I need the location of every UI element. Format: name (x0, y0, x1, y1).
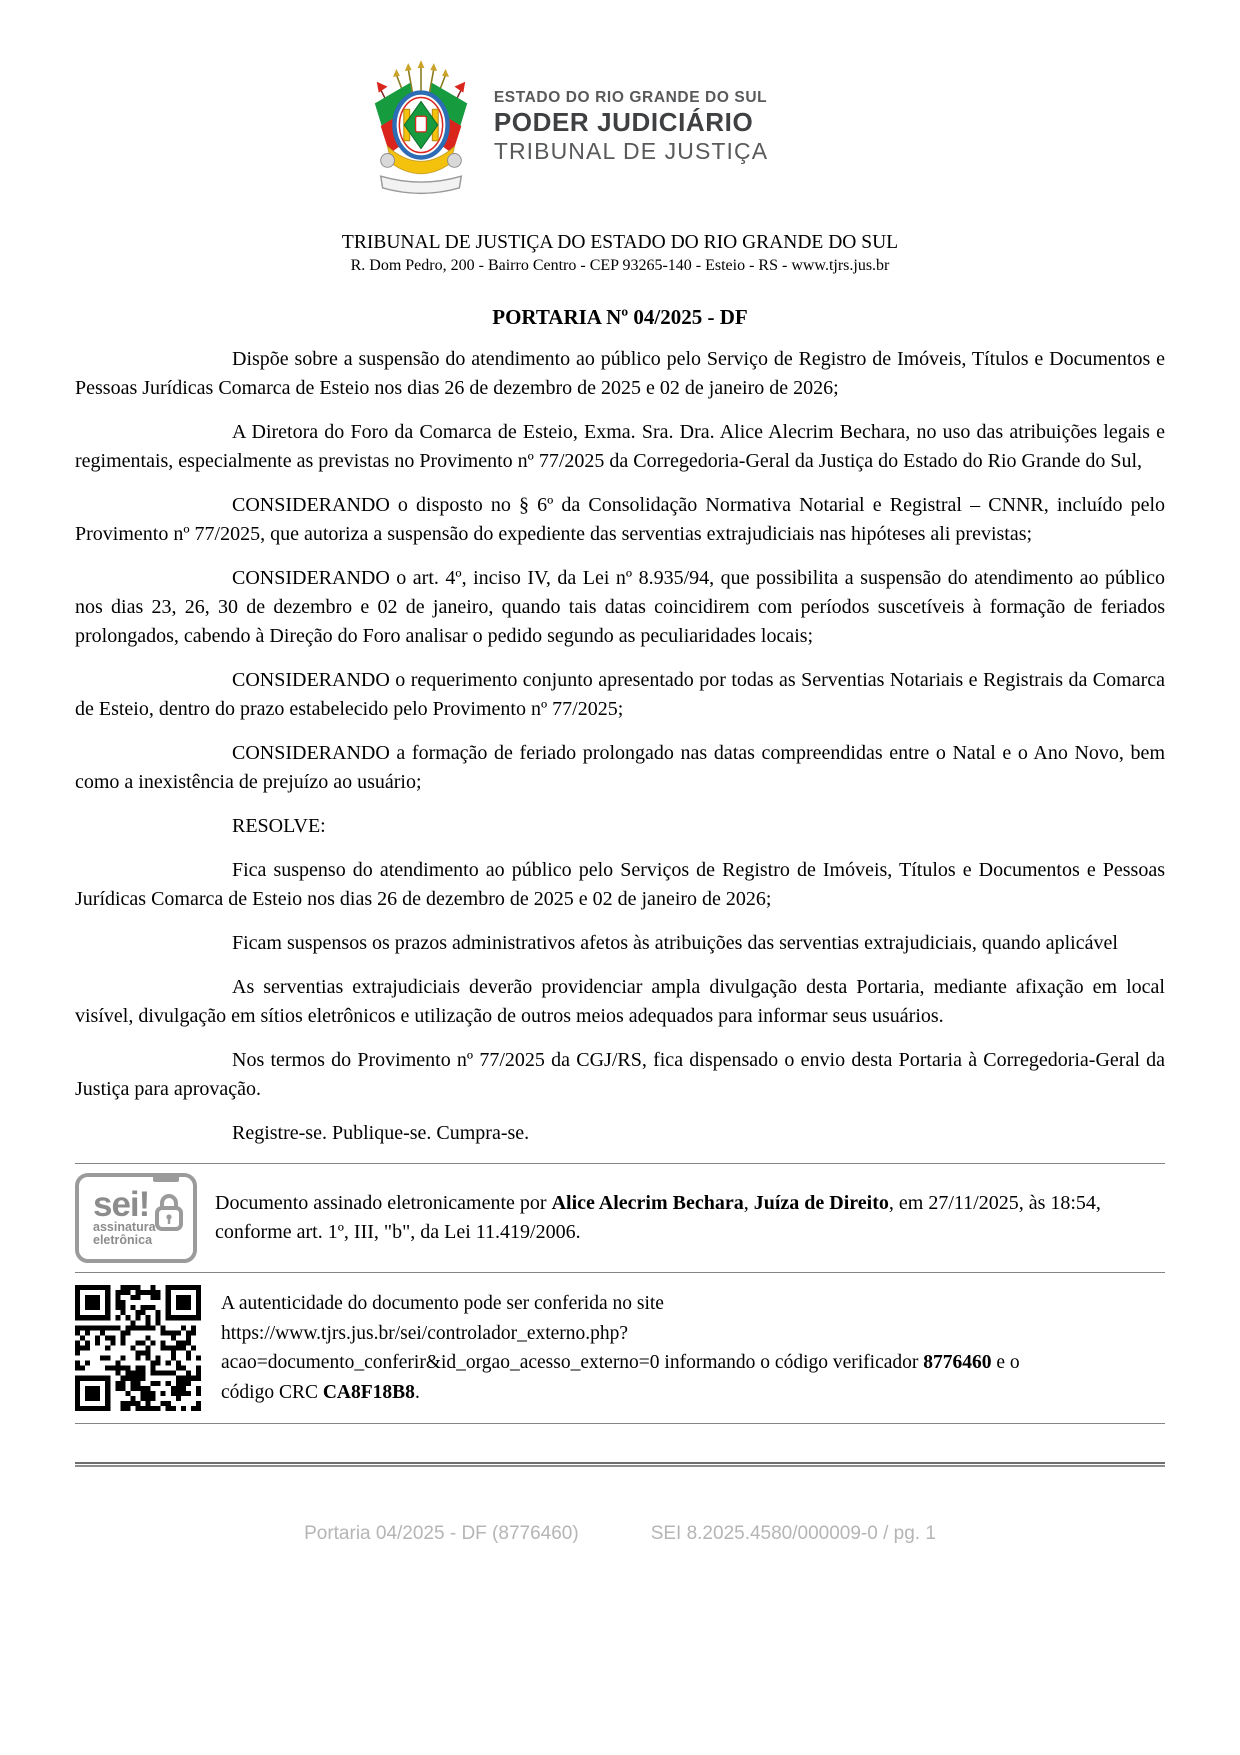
sei-sub-line1: assinatura (93, 1219, 156, 1234)
signer-role: Juíza de Direito (753, 1192, 889, 1214)
sei-sub-line2: eletrônica (93, 1232, 153, 1247)
sei-logo: sei! (93, 1185, 150, 1225)
paragraph-considerando-2: CONSIDERANDO o art. 4º, inciso IV, da Lei nº 8.935/94, que possibilita a suspensão do atendimento ao público nos dias 23, 26, 30 de dezembro e 02 de janeiro, quando tais datas coincidirem com períodos suscetíveis à formação de feriados prolongados, cabendo à Direção do Foro analisar o pedido segundo as peculiaridades locais; (75, 567, 1165, 647)
logo-state-line: ESTADO DO RIO GRANDE DO SUL (493, 88, 768, 106)
crc-code: CA8F18B8 (322, 1381, 415, 1403)
sei-electronic-signature-badge (75, 1173, 197, 1263)
verification-url: https://www.tjrs.jus.br/sei/controlador_externo.php? (221, 1322, 629, 1344)
footer-document-ref: Portaria 04/2025 - DF (8776460) (304, 1523, 579, 1544)
page-end-separator (75, 1462, 1165, 1467)
signature-block (75, 1164, 1165, 1272)
paragraph-decision-2: Ficam suspensos os prazos administrativos afetos às atribuições das serventias extrajudiciais, quando aplicável (232, 932, 1118, 954)
logo-text (494, 89, 768, 165)
paragraph-closing: Registre-se. Publique-se. Cumpra-se. (232, 1122, 530, 1144)
paragraph-decision-3: As serventias extrajudiciais deverão providenciar ampla divulgação desta Portaria, mediante afixação em local visível, divulgação em sítios eletrônicos e utilização de outros meios adequados para informar seus usuários. (75, 976, 1165, 1027)
padlock-icon (154, 1193, 184, 1233)
document-page (75, 0, 1165, 1545)
signature-text: Documento assinado eletronicamente por Alice Alecrim Bechara, Juíza de Direito, em 27/11/2025, às 18:54, conforme art. 1º, III, "b", da Lei 11.419/2006. (215, 1192, 1101, 1243)
page-footer (75, 1523, 1165, 1545)
paragraph-ementa: Dispõe sobre a suspensão do atendimento ao público pelo Serviço de Registro de Imóveis, Títulos e Documentos e Pessoas Jurídicas Comarca de Esteio nos dias 26 de dezembro de 2025 e 02 de janeiro de 2026; (75, 348, 1165, 399)
qr-code-icon (75, 1285, 201, 1411)
paragraph-decision-4: Nos termos do Provimento nº 77/2025 da CGJ/RS, fica dispensado o envio desta Portaria à Corregedoria-Geral da Justiça para aprovação. (75, 1049, 1165, 1100)
institution-address: R. Dom Pedro, 200 - Bairro Centro - CEP 93265-140 - Esteio - RS - www.tjrs.jus.br (350, 257, 890, 274)
document-body (75, 345, 1165, 1148)
rs-coat-of-arms-icon (362, 57, 480, 197)
document-header (20, 56, 1110, 198)
footer-sei-ref: SEI 8.2025.4580/000009-0 / pg. 1 (650, 1523, 936, 1544)
paragraph-considerando-3: CONSIDERANDO o requerimento conjunto apresentado por todas as Serventias Notariais e Registrais da Comarca de Esteio, dentro do prazo estabelecido pelo Provimento nº 77/2025; (75, 669, 1165, 720)
document-title: PORTARIA Nº 04/2025 - DF (492, 305, 748, 329)
verifier-code: 8776460 (923, 1352, 992, 1373)
verification-divider-bottom (75, 1423, 1165, 1424)
badge-clasp (153, 1173, 179, 1182)
signer-name: Alice Alecrim Bechara (551, 1192, 744, 1214)
institution-name: TRIBUNAL DE JUSTIÇA DO ESTADO DO RIO GRANDE DO SUL (341, 232, 899, 253)
verification-text: A autenticidade do documento pode ser conferida no site https://www.tjrs.jus.br/sei/controlador_externo.php? acao=documento_conferir&id_orgao_acesso_externo=0 informando o código verificador 8776460 e o código CRC CA8F18B8. (221, 1293, 1020, 1403)
paragraph-resolve: RESOLVE: (232, 815, 326, 837)
verification-url-params: acao=documento_conferir&id_orgao_acesso_externo=0 informando o código verificador (221, 1352, 924, 1373)
paragraph-preamble: A Diretora do Foro da Comarca de Esteio, Exma. Sra. Dra. Alice Alecrim Bechara, no uso das atribuições legais e regimentais, especialmente as previstas no Provimento nº 77/2025 da Corregedoria-Geral da Justiça do Estado do Rio Grande do Sul, (75, 421, 1165, 472)
logo-branch-line: PODER JUDICIÁRIO (493, 107, 754, 138)
logo-court-line: TRIBUNAL DE JUSTIÇA (493, 137, 769, 164)
verification-block (75, 1273, 1165, 1423)
paragraph-considerando-1: CONSIDERANDO o disposto no § 6º da Consolidação Normativa Notarial e Registral – CNNR, incluído pelo Provimento nº 77/2025, que autoriza a suspensão do expediente das serventias extrajudiciais nas hipóteses ali previstas; (75, 494, 1165, 545)
paragraph-decision-1: Fica suspenso do atendimento ao público pelo Serviços de Registro de Imóveis, Títulos e Documentos e Pessoas Jurídicas Comarca de Esteio nos dias 26 de dezembro de 2025 e 02 de janeiro de 2026; (75, 859, 1165, 910)
paragraph-considerando-4: CONSIDERANDO a formação de feriado prolongado nas datas compreendidas entre o Natal e o Ano Novo, bem como a inexistência de prejuízo ao usuário; (75, 742, 1165, 793)
